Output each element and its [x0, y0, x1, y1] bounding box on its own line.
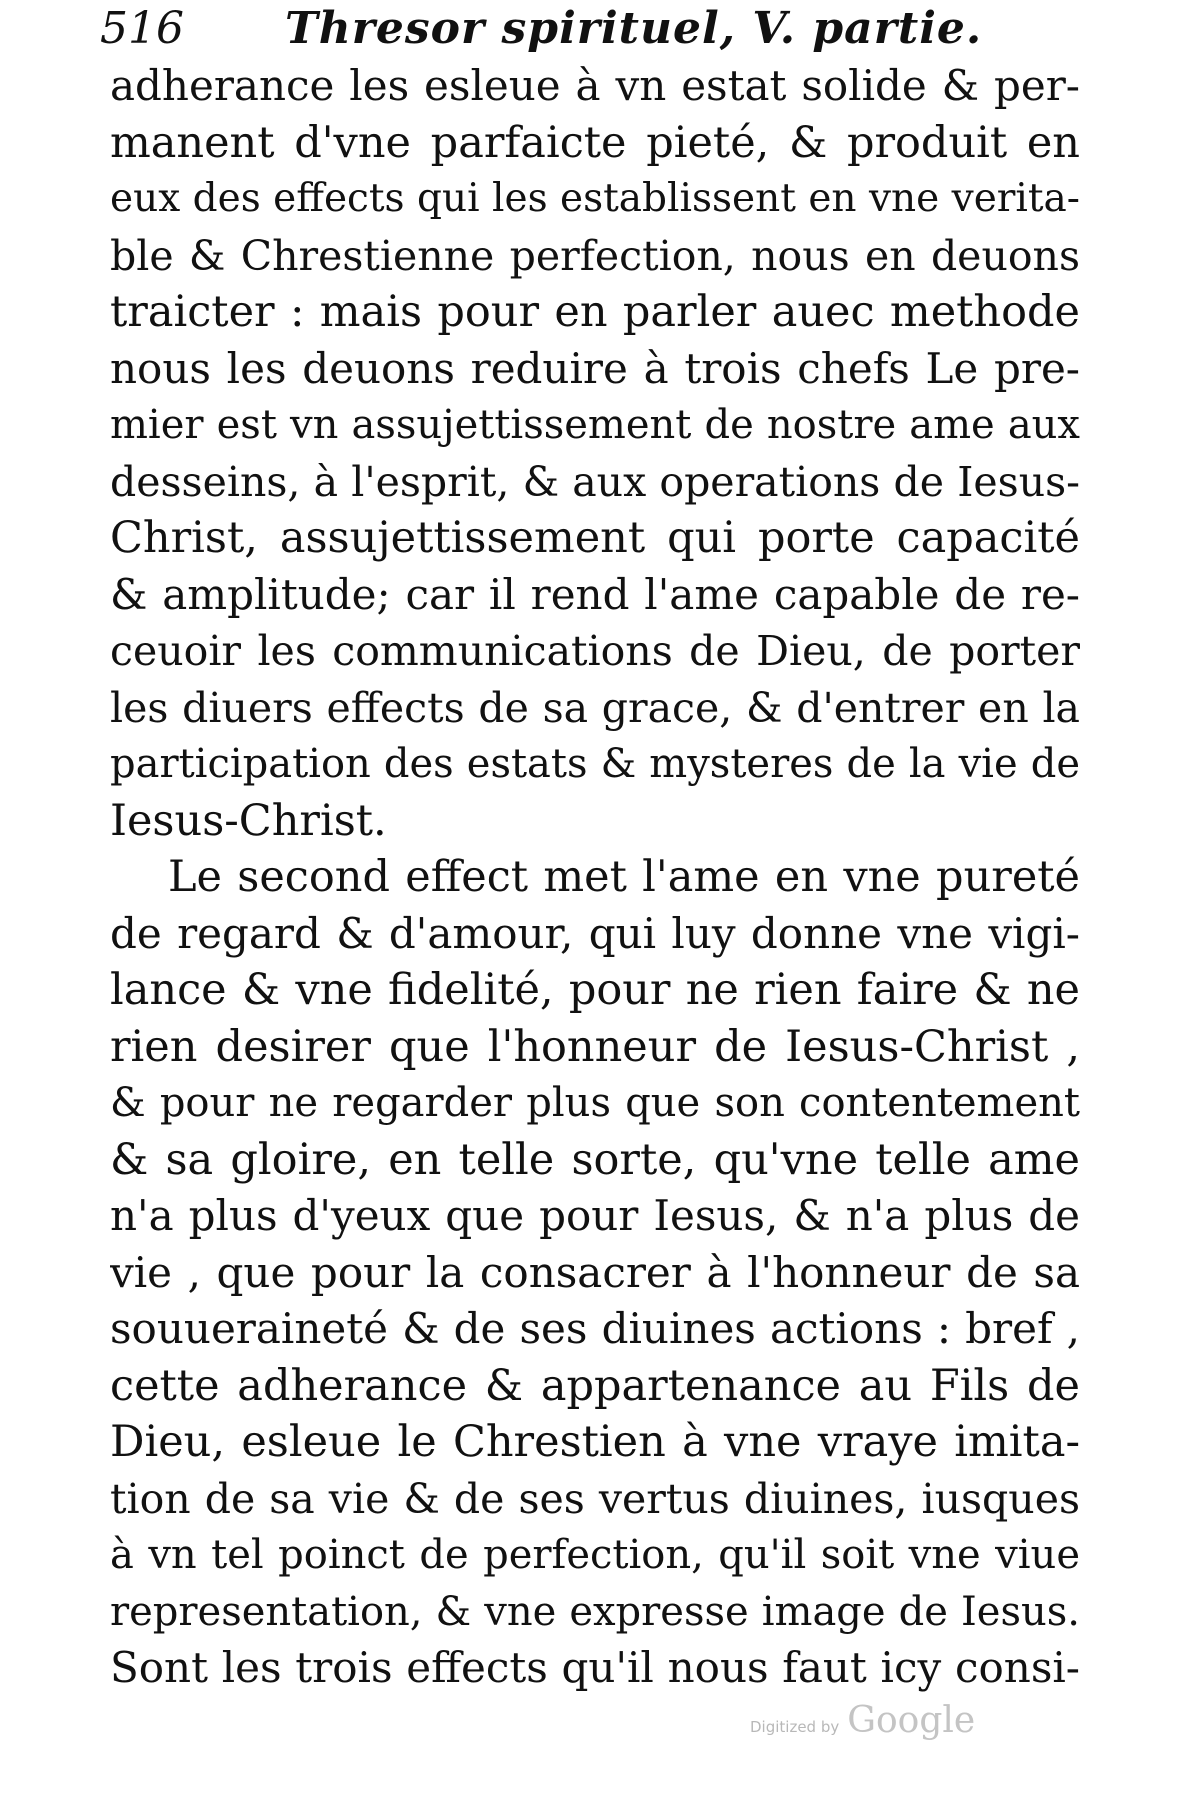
text-line: lance & vne fidelité, pour ne rien faire & ne: [110, 965, 1080, 1015]
running-title: Thresor spirituel, V. partie.: [285, 3, 983, 54]
text-line: eux des effects qui les establissent en vne verita-: [110, 176, 1080, 221]
text-line: & sa gloire, en telle sorte, qu'vne telle ame: [110, 1134, 1080, 1185]
text-line: à vn tel poinct de perfection, qu'il soit vne viue: [110, 1532, 1080, 1578]
text-line: rien desirer que l'honneur de Iesus-Christ ,: [110, 1021, 1080, 1072]
text-line: & amplitude; car il rend l'ame capable de re-: [110, 569, 1080, 619]
text-line: ceuoir les communications de Dieu, de porter: [110, 627, 1080, 675]
text-line-paragraph-start: Le second effect met l'ame en vne pureté: [168, 852, 1080, 902]
body-text: [110, 58, 1080, 1697]
text-line: nous les deuons reduire à trois chefs Le pre-: [110, 343, 1080, 393]
text-line: ble & Chrestienne perfection, nous en deuons: [110, 231, 1080, 280]
text-line: vie , que pour la consacrer à l'honneur de sa: [110, 1247, 1080, 1297]
page-header: [100, 4, 1080, 54]
text-line: Dieu, esleue le Chrestien à vne vraye imita-: [110, 1417, 1080, 1467]
text-line: participation des estats & mysteres de la vie de: [110, 741, 1080, 787]
text-line: representation, & vne expresse image de Iesus.: [110, 1588, 1080, 1635]
text-line: mier est vn assujettissement de nostre ame aux: [110, 402, 1080, 448]
text-line: les diuers effects de sa grace, & d'entrer en la: [110, 683, 1080, 732]
text-line: Sont les trois effects qu'il nous faut icy consi-: [110, 1643, 1080, 1692]
text-line: Iesus-Christ.: [110, 795, 387, 846]
text-line: desseins, à l'esprit, & aux operations de Iesus-: [110, 457, 1080, 506]
text-line: traicter : mais pour en parler auec methode: [110, 287, 1080, 337]
text-line: Christ, assujettissement qui porte capacité: [110, 513, 1080, 563]
google-logo: Google: [847, 1700, 976, 1741]
digitization-watermark: [750, 1700, 975, 1740]
text-line: de regard & d'amour, qui luy donne vne vigi-: [110, 908, 1080, 958]
text-line: & pour ne regarder plus que son contentement: [110, 1080, 1080, 1126]
text-line: cette adherance & appartenance au Fils de: [110, 1360, 1080, 1411]
text-line: tion de sa vie & de ses vertus diuines, iusques: [110, 1474, 1080, 1523]
page-number: 516: [100, 3, 184, 54]
text-line: n'a plus d'yeux que pour Iesus, & n'a plus de: [110, 1191, 1080, 1240]
text-line: souuerainеté & de ses diuines actions : bref ,: [110, 1304, 1080, 1353]
text-line: manent d'vne parfaicte pieté, & produit en: [110, 117, 1080, 168]
text-line: adherance les esleue à vn estat solide & per-: [110, 61, 1080, 110]
watermark-prefix: Digitized by: [750, 1718, 840, 1736]
